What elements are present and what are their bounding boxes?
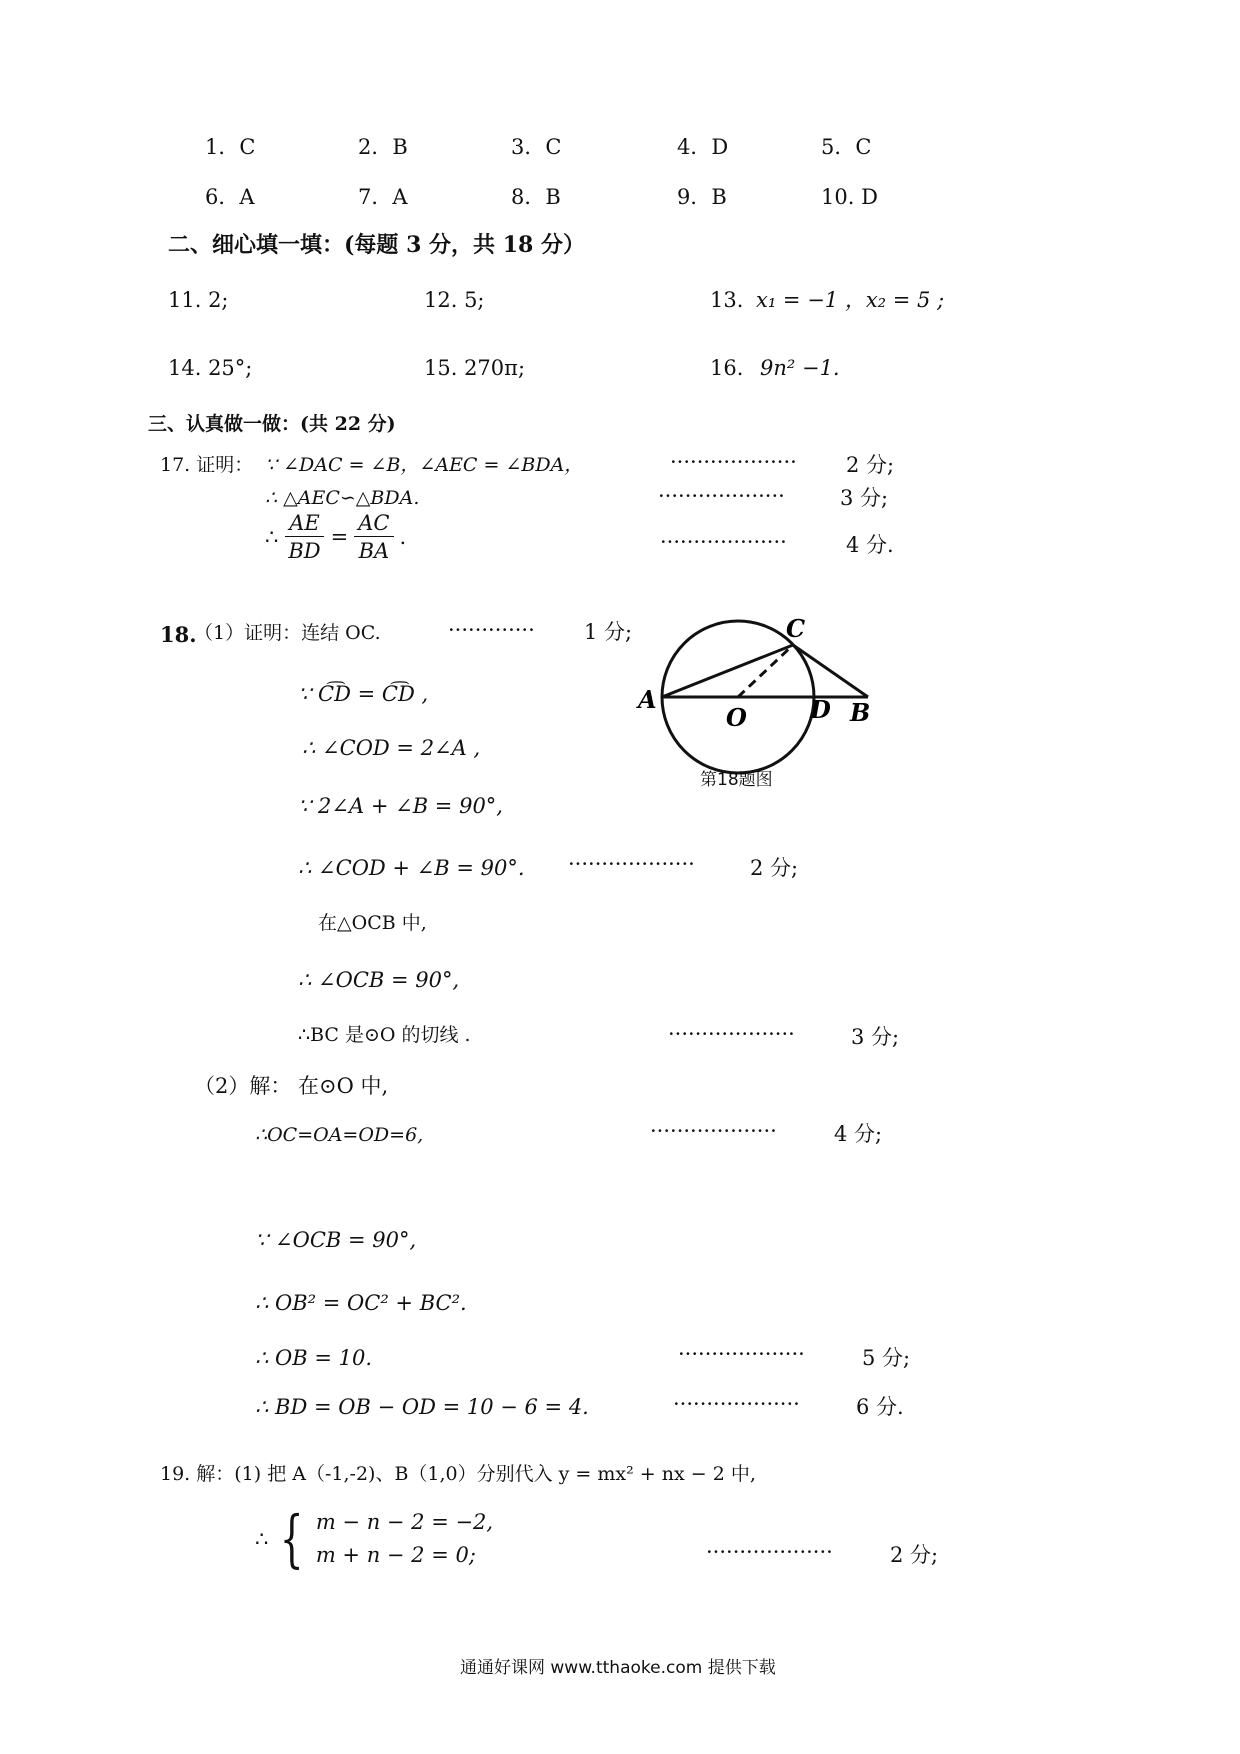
mc-answer-1: 1．C [205,135,256,159]
q17-period: . [399,525,407,549]
q18-line-cod-b: ∴ ∠COD + ∠B = 90°. [298,856,525,880]
q18-score-l7: 3 分; [851,1025,900,1049]
q18-line-in-ocb: 在△OCB 中, [318,912,427,934]
q17-line1: ∵ ∠DAC = ∠B，∠AEC = ∠BDA， [265,454,584,476]
mc-answer-8: 8．B [511,185,561,209]
mc-answer-3: 3．C [511,135,562,159]
answer-14: 14. 25°; [168,356,253,380]
q17-equals: = [330,525,349,549]
q18-label: 18. [160,622,197,647]
q19-system [255,1502,494,1575]
q17-frac2-num: AC [354,513,393,537]
q17-fraction-ac-ba [354,513,393,562]
mc-answer-7: 7．A [358,185,408,209]
q17-dots3: ··················· [660,530,787,554]
q18-dots-l12: ··················· [673,1392,800,1416]
q19-therefore: ∴ [255,1526,269,1551]
answer-15: 15. 270π; [424,356,526,380]
mc-answer-2: 2．B [358,135,408,159]
q18-line-pythag: ∴ OB² = OC² + BC². [255,1291,467,1315]
q18-line-bd: ∴ BD = OB − OD = 10 − 6 = 4. [255,1395,589,1419]
q17-score2: 3 分; [840,486,889,510]
answer-13-text: x₁ = −1 ，x₂ = 5 ; [756,288,945,312]
section2-heading: 二、细心填一填：(每题 3 分，共 18 分） [168,232,585,258]
q18-dots-l8: ··················· [650,1119,777,1143]
q17-frac2-den: BA [358,539,390,563]
q18-score-p1: 1 分; [584,620,633,644]
mc-answer-10: 10. D [821,185,878,209]
answer-11: 11. 2; [168,288,229,312]
brace-symbol: { [280,1502,304,1575]
q19-equation-system [272,1502,494,1575]
radius-oc-dashed [738,645,793,697]
q17-fraction-ae-bd [284,513,324,562]
page-footer: 通通好课网 www.tthaoke.com 提供下载 [460,1658,776,1678]
q19-score: 2 分; [890,1543,939,1567]
q17-label: 17. 证明： [160,454,254,476]
q17-score1: 2 分; [846,453,895,477]
mc-answer-4: 4．D [677,135,729,159]
q18-dots-l11: ··················· [678,1342,805,1366]
q18-score-l11: 5 分; [862,1346,911,1370]
q19-eq1: m − n − 2 = −2, [315,1510,494,1534]
q17-line3 [265,513,406,562]
label-a: A [638,685,657,714]
answer-16-label: 16. [710,356,744,380]
mc-answer-6: 6．A [205,185,255,209]
label-o: O [726,703,747,732]
q18-line-ocb-90: ∴ ∠OCB = 90°, [298,968,460,992]
q19-dots: ··················· [706,1540,833,1564]
q18-line-radius: ∴OC=OA=OD=6, [255,1124,424,1146]
q18-figure-caption: 第18题图 [700,770,773,790]
q18-score-l12: 6 分. [856,1395,904,1419]
mc-answer-5: 5．C [821,135,872,159]
q17-frac1-num: AE [285,513,324,537]
answer-16-text: 9n² −1. [760,356,840,380]
q18-line-cod: ∴ ∠COD = 2∠A , [302,736,481,760]
mc-answer-9: 9．B [677,185,727,209]
label-b: B [850,698,871,727]
q17-line2: ∴ △AEC∽△BDA. [265,487,420,509]
q18-score-l4: 2 分; [750,856,799,880]
chord-ac [662,645,793,697]
q19-line1: 19. 解：(1) 把 A（-1,-2)、B（1,0）分别代入 y = mx² + nx − 2 中, [160,1463,756,1485]
q17-frac1-den: BD [288,539,321,563]
q17-dots1: ··················· [670,450,797,474]
answer-12: 12. 5; [424,288,485,312]
q18-dots-l4: ··················· [568,852,695,876]
q19-eq2: m + n − 2 = 0; [315,1543,476,1567]
q18-part2: （2）解： 在⊙O 中, [194,1074,389,1098]
label-c: C [786,614,806,643]
q18-dots-p1: ············· [448,618,535,642]
q18-line-ob: ∴ OB = 10. [255,1346,373,1370]
q17-score3: 4 分. [846,533,894,557]
answer-13-label: 13. [710,288,744,312]
q18-line-arc: ∵ C͡D = C͡D , [298,682,429,706]
label-d: D [810,695,831,724]
q18-dots-l7: ··················· [668,1022,795,1046]
q18-line-ocb-again: ∵ ∠OCB = 90°, [255,1228,417,1252]
q18-line-tangent: ∴BC 是⊙O 的切线 . [298,1024,471,1046]
q17-dots2: ··················· [658,484,785,508]
section3-heading: 三、认真做一做：(共 22 分) [148,413,396,435]
tangent-bc [793,645,868,697]
q17-therefore: ∴ [265,525,279,549]
q18-part1: （1）证明：连结 OC. [194,622,381,644]
q18-score-l8: 4 分; [834,1122,883,1146]
q18-line-angle-sum: ∵ 2∠A + ∠B = 90°, [298,794,503,818]
